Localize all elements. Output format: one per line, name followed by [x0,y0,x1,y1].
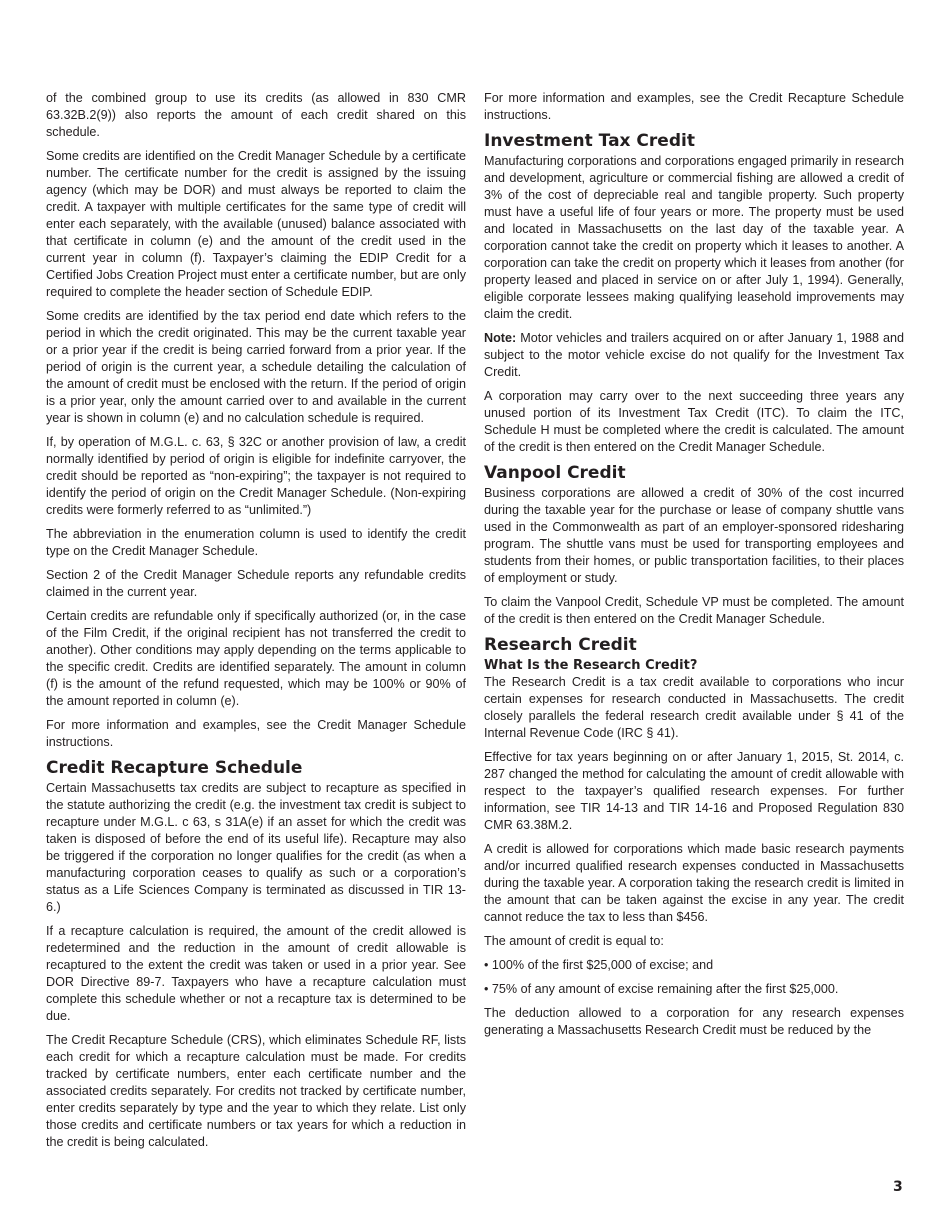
paragraph: For more information and examples, see the Credit Manager Schedule instructions. [46,718,466,749]
section-heading-investment-tax-credit: Investment Tax Credit [484,131,695,151]
paragraph: The Credit Recapture Schedule (CRS), which eliminates Schedule RF, lists each credit for which a recapture calculation must be made. For credits tracked by certificate numbers, enter each certificate number and the associated credits separately. For credits not tracked by certificate number, enter credits separately by type and the year to which they relate. List only those credits and certificate numbers or tax years for which a reduction in the credit is being calculated. [46,1033,466,1149]
subheading-what-is-research-credit: What Is the Research Credit? [484,658,698,673]
paragraph: A corporation may carry over to the next succeeding three years any unused portion of its Investment Tax Credit (ITC). To claim the ITC, Schedule H must be completed where the credit is calculated. The amount of the credit is then entered on the Credit Manager Schedule. [484,389,904,454]
paragraph: Section 2 of the Credit Manager Schedule reports any refundable credits claimed in the current year. [46,568,466,599]
bullet-item: • 100% of the first $25,000 of excise; and [484,958,714,972]
section-heading-research-credit: Research Credit [484,635,637,655]
paragraph: Effective for tax years beginning on or after January 1, 2015, St. 2014, c. 287 changed the method for calculating the amount of credit allowable with respect to the taxpayer’s qualified research expenses. For further information, see TIR 14-13 and TIR 14-16 and Proposed Regulation 830 CMR 63.38M.2. [484,750,904,832]
bullet-item: • 75% of any amount of excise remaining after the first $25,000. [484,982,839,996]
paragraph: Certain Massachusetts tax credits are subject to recapture as specified in the statute authorizing the credit (e.g. the investment tax credit is subject to recapture under M.G.L. c 63, s 31A(e) if an asset for which the credit was taken is disposed of before the end of its useful life). Recapture may also be triggered if the corporation no longer qualifies for the credit (as when a manufacturing corporation ceases to qualify as such or a corporation’s status as a Life Sciences Company is terminated as discussed in TIR 13-6.) [46,781,466,914]
paragraph: To claim the Vanpool Credit, Schedule VP must be completed. The amount of the credit is then entered on the Credit Manager Schedule. [484,595,904,626]
paragraph: The deduction allowed to a corporation for any research expenses generating a Massachusetts Research Credit must be reduced by the [484,1006,904,1037]
paragraph: Business corporations are allowed a credit of 30% of the cost incurred during the taxable year for the purchase or lease of company shuttle vans used in the Commonwealth as part of an employer-sponsored ridesharing program. The shuttle vans must be used for transporting employees and students from their homes, or public transportation facilities, to their places of employment or study. [484,486,904,585]
note-label: Note: [484,331,517,345]
note-paragraph [484,330,904,381]
paragraph: Some credits are identified on the Credit Manager Schedule by a certificate number. The certificate number for the credit is assigned by the issuing agency (which may be DOR) and must always be reported to claim the credit. A taxpayer with multiple certificates for the same type of credit will enter each separately, with the available (unused) balance associated with that certificate in column (e) and the amount of the credit used in the current year in column (f). Taxpayer’s claiming the EDIP Credit for a Certified Jobs Creation Project must enter a certificate number, but are only required to complete the header section of Schedule EDIP. [46,149,466,299]
paragraph: Some credits are identified by the tax period end date which refers to the period in which the credit originated. This may be the current taxable year or a prior year if the credit is being carried forward from a prior year. If the period of origin is the current year, a schedule detailing the calculation of the amount of credit must be enclosed with the return. If the period of origin is a prior year, only the amount carried over to and available in the current year is shown in column (e) and no calculation schedule is required. [46,309,466,425]
paragraph: The abbreviation in the enumeration column is used to identify the credit type on the Credit Manager Schedule. [46,527,466,558]
paragraph: If, by operation of M.G.L. c. 63, § 32C or another provision of law, a credit normally identified by period of origin is eligible for indefinite carryover, the credit should be reported as “non-expiring”; the taxpayer is not required to identify the period of origin on the Credit Manager Schedule. (Non-expiring credits were formerly referred to as “unlimited.”) [46,435,466,517]
paragraph: The amount of credit is equal to: [484,934,664,948]
right-column [484,90,904,1046]
page-number: 3 [893,1179,903,1195]
paragraph: If a recapture calculation is required, the amount of the credit allowed is redetermined and the reduction in the amount of credit allowable is recaptured to the extent the credit was taken or used in a prior year. See DOR Directive 89-7. Taxpayers who have a recapture calculation must complete this schedule whether or not a recapture tax is determined to be due. [46,924,466,1023]
paragraph: Manufacturing corporations and corporations engaged primarily in research and development, agriculture or commercial fishing are allowed a credit of 3% of the cost of depreciable real and tangible property. Such property must have a useful life of four years or more. The property must be used and located in Massachusetts on the last day of the taxable year. A corporation cannot take the credit on property which it leases to another. A corporation can take the credit on property which it leases from another (for property leased and placed in service on or after July 1, 1994). Generally, eligible corporate lessees making qualifying leasehold improvements may claim the credit. [484,154,904,321]
paragraph: A credit is allowed for corporations which made basic research payments and/or incurred qualified research expenses conducted in Massachusetts during the taxable year. A corporation taking the research credit is limited in the amount that can be taken against the excise in any year. The credit cannot reduce the tax to less than $456. [484,842,904,924]
section-heading-vanpool-credit: Vanpool Credit [484,463,626,483]
note-text: Motor vehicles and trailers acquired on or after January 1, 1988 and subject to the motor vehicle excise do not qualify for the Investment Tax Credit. [484,331,904,379]
paragraph: For more information and examples, see the Credit Recapture Schedule instructions. [484,91,904,122]
section-heading-credit-recapture: Credit Recapture Schedule [46,758,303,778]
paragraph: Certain credits are refundable only if specifically authorized (or, in the case of the Film Credit, if the original recipient has not transferred the credit to another). Other conditions may apply depending on the terms applicable to the specific credit. Credits are identified separately. The amount in column (f) is the amount of the refund requested, which may be 100% or 90% of the amount reported in column (e). [46,609,466,708]
left-column [46,90,466,1158]
paragraph: The Research Credit is a tax credit available to corporations who incur certain expenses for research conducted in Massachusetts. The credit closely parallels the federal research credit available under § 41 of the Internal Revenue Code (IRC § 41). [484,675,904,740]
paragraph: of the combined group to use its credits (as allowed in 830 CMR 63.32B.2(9)) also reports the amount of each credit shared on this schedule. [46,91,466,139]
